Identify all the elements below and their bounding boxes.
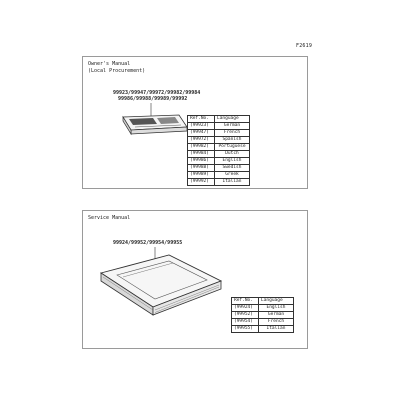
language: English [215,158,250,165]
language: Dutch [215,151,250,158]
table-row [188,158,250,165]
owner-manual-panel [82,56,308,189]
table-row [188,165,250,172]
table-header-language: Language [215,116,250,123]
language: Portuguese [215,144,250,151]
ref-number: (99955) [232,326,259,333]
language: Italian [215,179,250,186]
ref-number: (99954) [232,319,259,326]
language: German [215,123,250,130]
table-row [188,179,250,186]
ref-number: (99988) [188,165,215,172]
table-row [188,137,250,144]
table-row [232,319,294,326]
table-header-ref: Ref.No. [232,298,259,305]
table-header-language: Language [259,298,294,305]
figure-code: F2619 [296,43,313,49]
ref-number: (99924) [232,305,259,312]
service-manual-language-table [231,297,294,333]
language: French [259,319,294,326]
ref-number: (99989) [188,172,215,179]
table-header-ref: Ref.No. [188,116,215,123]
ref-number: (99982) [188,144,215,151]
owner-manual-ref-line1: 99923/99947/99972/99982/99984 [113,90,201,96]
ref-number: (99984) [188,151,215,158]
table-row [232,312,294,319]
table-row [188,130,250,137]
language: Swedish [215,165,250,172]
table-row [188,151,250,158]
ref-number: (99986) [188,158,215,165]
owner-manual-title: Owner's Manual [88,61,131,67]
service-manual-ref-line: 99924/99952/99954/99955 [113,240,183,246]
owner-manual-ref-line2: 99986/99988/99989/99992 [118,96,188,102]
table-row [232,305,294,312]
table-header-row [232,298,294,305]
table-row [232,326,294,333]
ref-number: (99992) [188,179,215,186]
service-manual-title: Service Manual [88,215,131,221]
ref-number: (99947) [188,130,215,137]
service-manual-panel [82,210,308,349]
table-row [188,123,250,130]
ref-number: (99952) [232,312,259,319]
language: Spanish [215,137,250,144]
table-row [188,144,250,151]
language: French [215,130,250,137]
table-row [188,172,250,179]
language: Greek [215,172,250,179]
table-header-row [188,116,250,123]
language: Italian [259,326,294,333]
language: English [259,305,294,312]
ref-number: (99972) [188,137,215,144]
ref-number: (99923) [188,123,215,130]
owner-manual-subtitle: (Local Procurement) [88,68,146,74]
language: German [259,312,294,319]
owner-manual-language-table [187,115,250,186]
